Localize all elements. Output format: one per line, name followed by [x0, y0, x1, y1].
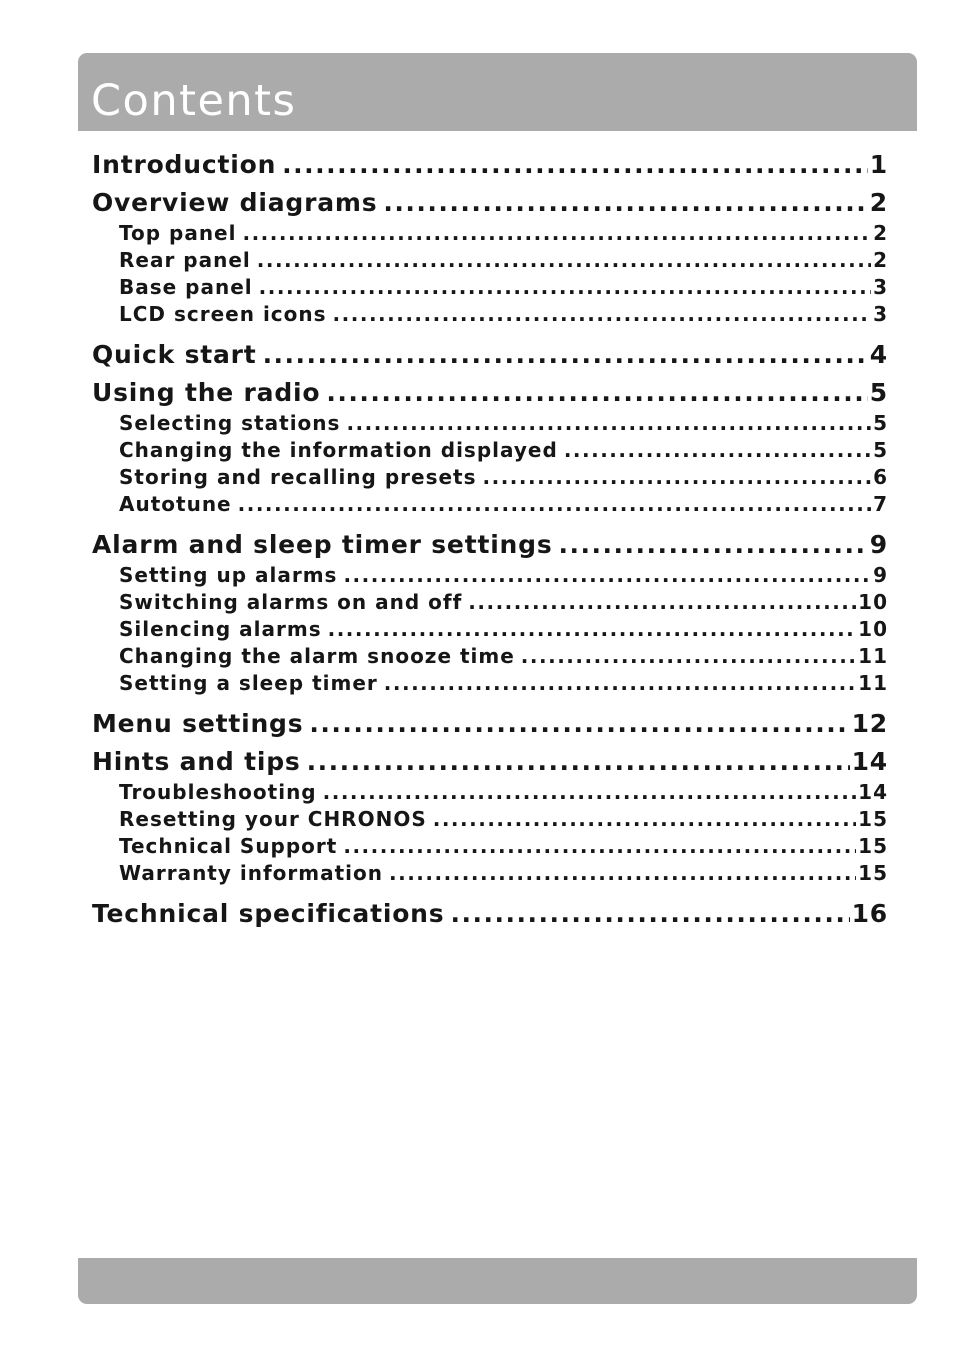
toc-dot-leader	[483, 464, 872, 491]
toc-entry-title: Introduction	[92, 150, 277, 179]
toc-entry-title: Resetting your CHRONOS	[119, 807, 427, 831]
toc-dot-leader	[238, 491, 871, 518]
toc-dot-leader	[263, 336, 868, 374]
toc-dot-leader	[346, 410, 871, 437]
toc-dot-leader	[326, 374, 867, 412]
toc-page-number: 4	[869, 340, 888, 369]
toc-entry[interactable]	[92, 410, 888, 437]
toc-entry[interactable]	[92, 616, 888, 643]
toc-page-number: 14	[851, 747, 888, 776]
toc-dot-leader	[559, 526, 868, 564]
toc-page-number: 6	[873, 465, 888, 489]
toc-dot-leader	[343, 562, 871, 589]
toc-page-number: 1	[869, 150, 888, 179]
toc-entry-title: Switching alarms on and off	[119, 590, 463, 614]
toc-dot-leader	[384, 670, 856, 697]
toc-entry[interactable]	[92, 562, 888, 589]
toc-entry[interactable]	[92, 247, 888, 274]
footer-band	[78, 1258, 917, 1304]
toc-page-number: 2	[873, 221, 888, 245]
toc-entry-title: Base panel	[119, 275, 253, 299]
toc-dot-leader	[389, 860, 856, 887]
toc-entry[interactable]	[92, 220, 888, 247]
toc-entry[interactable]	[92, 589, 888, 616]
toc-dot-leader	[333, 301, 872, 328]
toc-entry-title: Quick start	[92, 340, 257, 369]
toc-page-number: 3	[873, 275, 888, 299]
toc-dot-leader	[468, 589, 856, 616]
toc-entry-title: Hints and tips	[92, 747, 301, 776]
toc-dot-leader	[323, 779, 857, 806]
toc-entry-title: Setting up alarms	[119, 563, 338, 587]
toc-entry-title: Selecting stations	[119, 411, 341, 435]
toc-page-number: 5	[873, 438, 888, 462]
toc-page-number: 15	[858, 807, 888, 831]
toc-entry[interactable]	[92, 526, 888, 564]
toc-entry-title: Troubleshooting	[119, 780, 317, 804]
toc-dot-leader	[309, 705, 849, 743]
toc-entry-title: LCD screen icons	[119, 302, 327, 326]
toc-entry[interactable]	[92, 274, 888, 301]
toc-entry-title: Top panel	[119, 221, 237, 245]
toc-entry[interactable]	[92, 464, 888, 491]
toc-dot-leader	[259, 274, 871, 301]
toc-page-number: 11	[858, 671, 888, 695]
toc-page-number: 10	[858, 590, 888, 614]
toc-page-number: 3	[873, 302, 888, 326]
toc-entry-title: Overview diagrams	[92, 188, 378, 217]
toc-page-number: 11	[858, 644, 888, 668]
toc-dot-leader	[383, 184, 867, 222]
toc-entry[interactable]	[92, 643, 888, 670]
toc-dot-leader	[242, 220, 871, 247]
toc-entry-title: Rear panel	[119, 248, 251, 272]
toc-entry-title: Warranty information	[119, 861, 383, 885]
toc-entry[interactable]	[92, 895, 888, 933]
toc-entry-title: Technical Support	[119, 834, 338, 858]
toc-entry-title: Setting a sleep timer	[119, 671, 378, 695]
toc-dot-leader	[450, 895, 849, 933]
toc-entry[interactable]	[92, 374, 888, 412]
toc-entry[interactable]	[92, 860, 888, 887]
toc-entry-title: Silencing alarms	[119, 617, 322, 641]
toc-page-number: 7	[873, 492, 888, 516]
toc-entry-title: Menu settings	[92, 709, 304, 738]
toc-dot-leader	[328, 616, 857, 643]
toc-dot-leader	[282, 146, 868, 184]
header-band	[78, 53, 917, 131]
toc-entry[interactable]	[92, 336, 888, 374]
toc-page-number: 9	[869, 530, 888, 559]
toc-entry[interactable]	[92, 833, 888, 860]
toc-entry-title: Technical specifications	[92, 899, 445, 928]
toc-entry-title: Changing the information displayed	[119, 438, 558, 462]
toc-entry[interactable]	[92, 184, 888, 222]
toc-page-number: 2	[869, 188, 888, 217]
toc-entry-title: Autotune	[119, 492, 232, 516]
toc-dot-leader	[343, 833, 856, 860]
toc-entry-title: Using the radio	[92, 378, 321, 407]
toc-dot-leader	[433, 806, 856, 833]
toc-page-number: 5	[869, 378, 888, 407]
toc-page-number: 2	[873, 248, 888, 272]
toc-entry-title: Alarm and sleep timer settings	[92, 530, 553, 559]
toc-page-number: 9	[873, 563, 888, 587]
toc-entry[interactable]	[92, 779, 888, 806]
toc-page-number: 16	[851, 899, 888, 928]
toc-entry[interactable]	[92, 146, 888, 184]
toc-entry[interactable]	[92, 437, 888, 464]
page-title: Contents	[91, 76, 297, 126]
toc-dot-leader	[307, 743, 850, 781]
toc-page-number: 15	[858, 834, 888, 858]
toc-page-number: 5	[873, 411, 888, 435]
toc-entry[interactable]	[92, 670, 888, 697]
toc-entry[interactable]	[92, 705, 888, 743]
toc-dot-leader	[257, 247, 871, 274]
toc-page-number: 10	[858, 617, 888, 641]
toc-page-number: 12	[851, 709, 888, 738]
toc-entry[interactable]	[92, 806, 888, 833]
toc-entry[interactable]	[92, 491, 888, 518]
toc-page-number: 14	[858, 780, 888, 804]
table-of-contents	[92, 146, 888, 933]
toc-entry[interactable]	[92, 743, 888, 781]
toc-dot-leader	[521, 643, 856, 670]
toc-entry-title: Storing and recalling presets	[119, 465, 477, 489]
toc-entry[interactable]	[92, 301, 888, 328]
toc-dot-leader	[564, 437, 871, 464]
toc-page-number: 15	[858, 861, 888, 885]
toc-entry-title: Changing the alarm snooze time	[119, 644, 515, 668]
